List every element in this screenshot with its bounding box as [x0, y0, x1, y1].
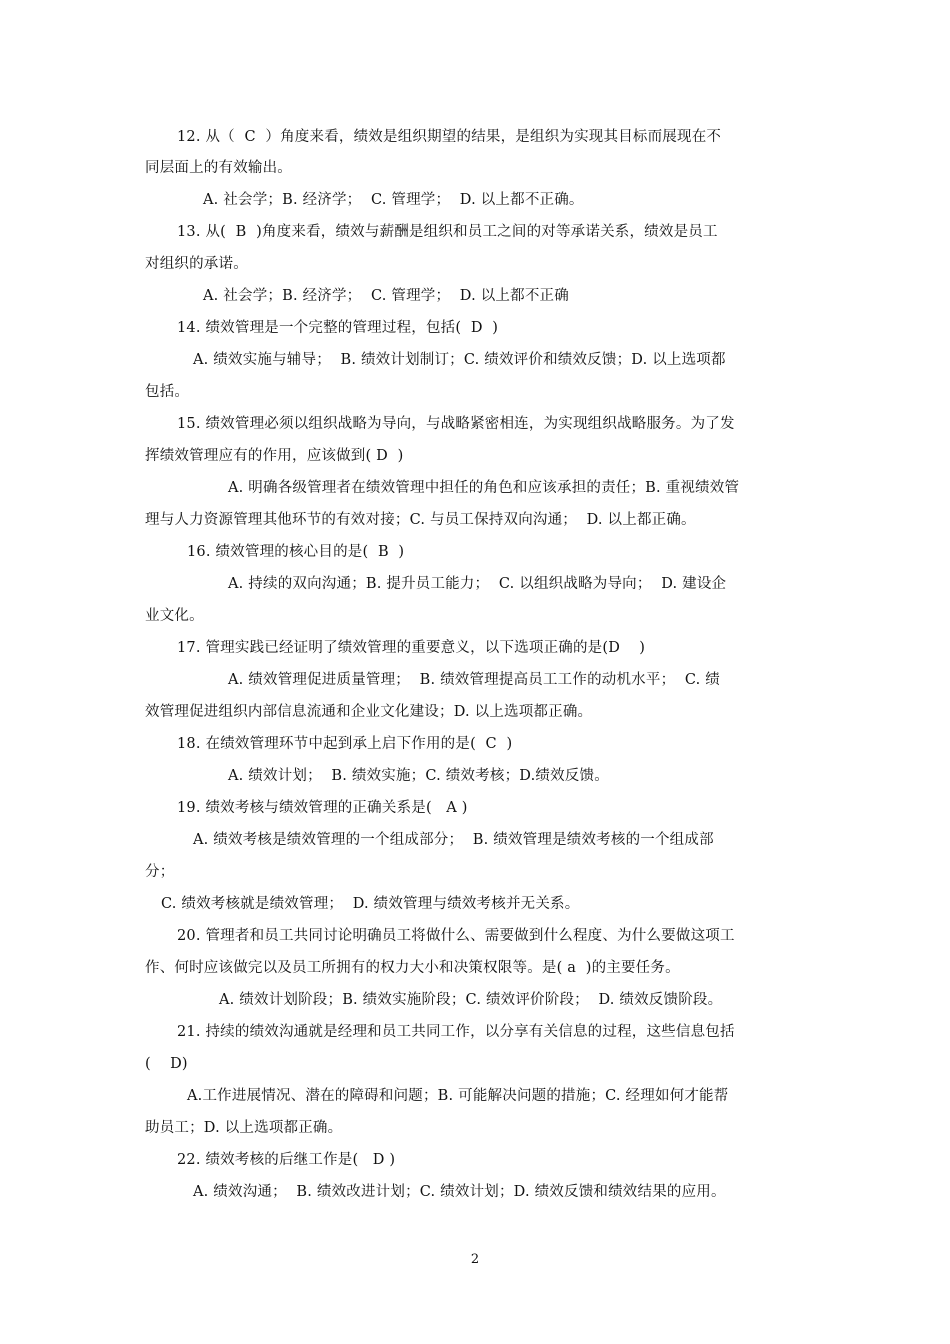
- text-line: 助员工；D. 以上选项都正确。: [145, 1120, 343, 1136]
- text-line: 包括。: [145, 384, 190, 400]
- text-line: 14. 绩效管理是一个完整的管理过程，包括( D ): [177, 320, 499, 336]
- text-line: 13. 从( B )角度来看，绩效与薪酬是组织和员工之间的对等承诺关系，绩效是员工: [177, 224, 718, 240]
- text-line: 15. 绩效管理必须以组织战略为导向，与战略紧密相连，为实现组织战略服务。为了发: [177, 416, 735, 432]
- text-line: 12. 从（ C ）角度来看，绩效是组织期望的结果，是组织为实现其目标而展现在不: [177, 129, 722, 145]
- text-line: 挥绩效管理应有的作用，应该做到( D ): [145, 448, 404, 464]
- text-line: 19. 绩效考核与绩效管理的正确关系是( A ): [177, 800, 468, 816]
- text-line: 20. 管理者和员工共同讨论明确员工将做什么、需要做到什么程度、为什么要做这项工: [177, 928, 735, 944]
- page-number: 2: [470, 1252, 480, 1267]
- text-line: 效管理促进组织内部信息流通和企业文化建设；D. 以上选项都正确。: [145, 704, 593, 720]
- text-line: ( D): [145, 1056, 188, 1072]
- text-line: C. 绩效考核就是绩效管理； D. 绩效管理与绩效考核并无关系。: [161, 896, 580, 912]
- text-line: 22. 绩效考核的后继工作是( D ): [177, 1152, 396, 1168]
- text-line: A. 明确各级管理者在绩效管理中担任的角色和应该承担的责任；B. 重视绩效管: [228, 480, 740, 496]
- text-line: 16. 绩效管理的核心目的是( B ): [187, 544, 405, 560]
- text-line: A. 绩效计划阶段；B. 绩效实施阶段；C. 绩效评价阶段； D. 绩效反馈阶段。: [219, 992, 723, 1008]
- text-line: A. 持续的双向沟通；B. 提升员工能力； C. 以组织战略为导向； D. 建设企: [228, 576, 727, 592]
- text-line: 17. 管理实践已经证明了绩效管理的重要意义，以下选项正确的是(D ): [177, 640, 646, 656]
- text-line: A. 绩效考核是绩效管理的一个组成部分； B. 绩效管理是绩效考核的一个组成部: [193, 832, 714, 848]
- text-line: A. 社会学；B. 经济学； C. 管理学； D. 以上都不正确: [203, 288, 569, 304]
- text-line: 作、何时应该做完以及员工所拥有的权力大小和决策权限等。是( a )的主要任务。: [145, 960, 680, 976]
- text-line: A. 绩效管理促进质量管理； B. 绩效管理提高员工工作的动机水平； C. 绩: [228, 672, 720, 688]
- text-line: A. 绩效实施与辅导； B. 绩效计划制订；C. 绩效评价和绩效反馈；D. 以上选项都: [193, 352, 726, 368]
- text-line: 对组织的承诺。: [145, 256, 248, 272]
- text-line: 理与人力资源管理其他环节的有效对接；C. 与员工保持双向沟通； D. 以上都正确。: [145, 512, 696, 528]
- text-line: 同层面上的有效输出。: [145, 160, 292, 176]
- text-line: 分；: [145, 864, 175, 880]
- text-line: 业文化。: [145, 608, 204, 624]
- text-line: A. 社会学；B. 经济学； C. 管理学； D. 以上都不正确。: [203, 192, 584, 208]
- text-line: 18. 在绩效管理环节中起到承上启下作用的是( C ): [177, 736, 513, 752]
- text-line: A. 绩效沟通； B. 绩效改进计划；C. 绩效计划；D. 绩效反馈和绩效结果的应用。: [193, 1184, 726, 1200]
- text-line: A. 绩效计划； B. 绩效实施；C. 绩效考核；D.绩效反馈。: [228, 768, 609, 784]
- text-line: A.工作进展情况、潜在的障碍和问题；B. 可能解决问题的措施；C. 经理如何才能帮: [187, 1088, 729, 1104]
- text-line: 21. 持续的绩效沟通就是经理和员工共同工作，以分享有关信息的过程，这些信息包括: [177, 1024, 735, 1040]
